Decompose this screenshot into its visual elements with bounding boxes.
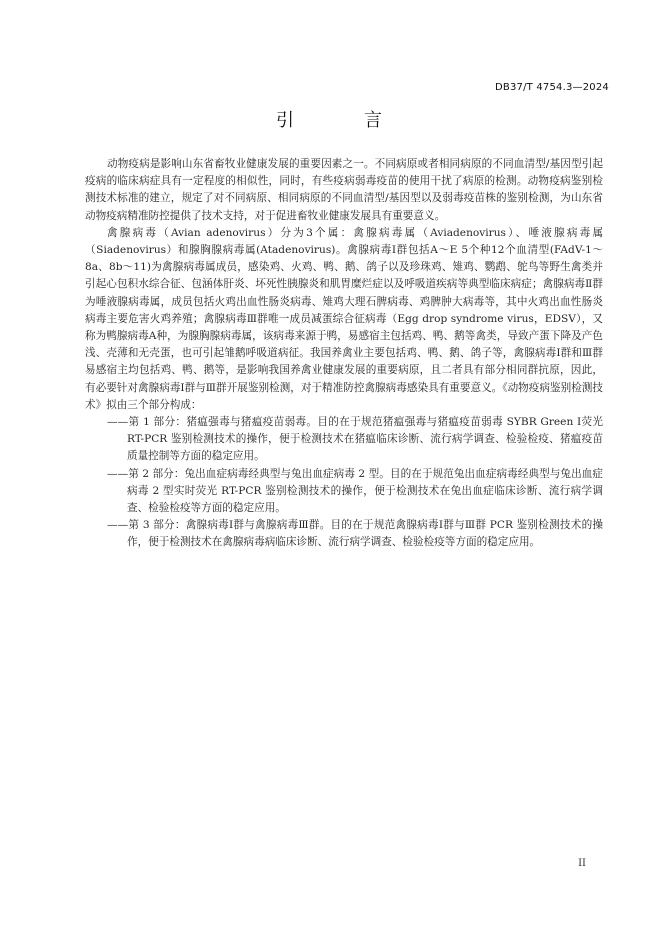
document-body bbox=[85, 156, 603, 552]
part-item-1: ——第 1 部分：猪瘟强毒与猪瘟疫苗弱毒。目的在于规范猪瘟强毒与猪瘟疫苗弱毒 SYBR Green Ⅰ荧光 RT-PCR 鉴别检测技术的操作，便于检测技术在猪瘟临床诊断、流行病学调查、检验检疫、猪瘟疫苗质量控制等方面的稳定应用。 bbox=[107, 416, 603, 463]
part-item-2: ——第 2 部分：兔出血症病毒经典型与兔出血症病毒 2 型。目的在于规范兔出血症病毒经典型与兔出血症病毒 2 型实时荧光 RT-PCR 鉴别检测技术的操作，便于检测技术在兔出血症临床诊断、流行病学调查、检验检疫等方面的稳定应用。 bbox=[107, 467, 603, 515]
document-code: DB37/T 4754.3—2024 bbox=[495, 82, 609, 93]
intro-paragraph-2: 禽腺病毒（Avian adenovirus）分为3个属：禽腺病毒属（Aviadenovirus）、唾液腺病毒属（Siadenovirus）和腺胸腺病毒属(Atadenovirus)。禽腺病毒Ⅰ群包括A～E 5个种12个血清型(FAdV-1～8a、8b～11)为禽腺病毒属成员，感染鸡、火鸡、鸭、鹅、鸽子以及珍珠鸡、雉鸡、鹦鹉、鸵鸟等野生禽类并引起心包积水综合征、包涵体肝炎、坏死性胰腺炎和肌胃糜烂症以及呼吸道疾病等典型临床病症；禽腺病毒Ⅱ群为唾液腺病毒属，成员包括火鸡出血性肠炎病毒、雉鸡大理石脾病毒、鸡脾肿大病毒等，其中火鸡出血性肠炎病毒主要危害火鸡养殖；禽腺病毒Ⅲ群唯一成员减蛋综合征病毒（Egg drop syndrome virus，EDSV），又称为鸭腺病毒A种，为腺胸腺病毒属，该病毒来源于鸭，易感宿主包括鸡、鸭、鹅等禽类，导致产蛋下降及产色浅、壳薄和无壳蛋，也可引起雏鹅呼吸道病征。我国养禽业主要包括鸡、鸭、鹅、鸽子等，禽腺病毒Ⅰ群和Ⅲ群易感宿主均包括鸡、鸭、鹅等，是影响我国养禽业健康发展的重要病原，且二者具有部分相同群抗原，因此，有必要针对禽腺病毒Ⅰ群与Ⅲ群开展鉴别检测，对于精准防控禽腺病毒感染具有重要意义。《动物疫病鉴别检测技术》拟由三个部分构成： bbox=[85, 226, 603, 411]
intro-paragraph-1: 动物疫病是影响山东省畜牧业健康发展的重要因素之一。不同病原或者相同病原的不同血清型/基因型引起疫病的临床病症具有一定程度的相似性，同时，有些疫病弱毒疫苗的使用干扰了病原的检测。动物疫病鉴别检测技术标准的建立，规定了对不同病原、相同病原的不同血清型/基因型以及弱毒疫苗株的鉴别检测，为山东省动物疫病精准防控提供了技术支持，对于促进畜牧业健康发展具有重要意义。 bbox=[85, 158, 603, 222]
part-item-3: ——第 3 部分：禽腺病毒Ⅰ群与禽腺病毒Ⅲ群。目的在于规范禽腺病毒Ⅰ群与Ⅲ群 PCR 鉴别检测技术的操作，便于检测技术在禽腺病毒病临床诊断、流行病学调查、检验检疫等方面的稳定应用。 bbox=[107, 519, 603, 549]
page-number: II bbox=[578, 858, 586, 869]
page-title: 引 言 bbox=[276, 110, 408, 131]
